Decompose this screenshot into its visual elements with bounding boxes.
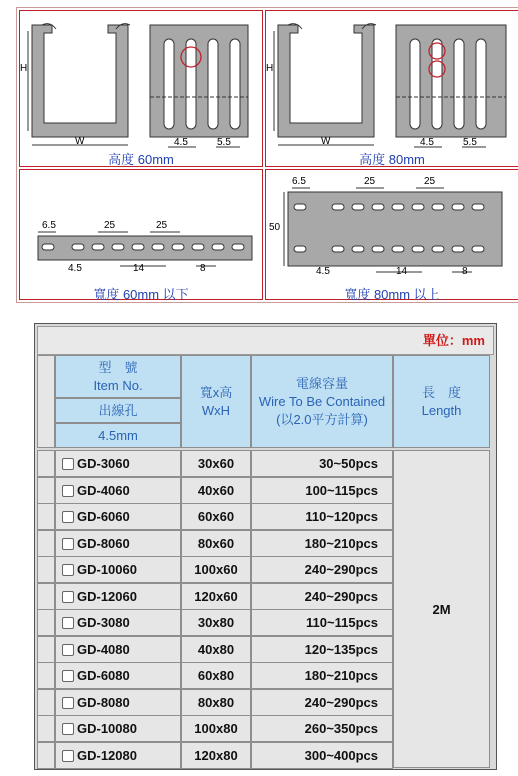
dim-b-label: 25 xyxy=(104,220,116,231)
row-lead-cell xyxy=(37,689,55,716)
dim-h-label: H xyxy=(20,63,28,74)
dim-c-label: 25 xyxy=(424,176,436,187)
row-lead-cell xyxy=(37,636,55,663)
dim-a-label: 6.5 xyxy=(292,176,306,187)
header-length-cn: 長 度 xyxy=(421,384,461,400)
dim-f-label: 14 xyxy=(396,266,408,277)
row-checkbox[interactable] xyxy=(62,697,74,709)
table-row-size: 80x80 xyxy=(181,689,251,716)
table-row-model xyxy=(55,556,181,583)
row-checkbox[interactable] xyxy=(62,644,74,656)
row-lead-cell xyxy=(37,556,55,583)
diagram-grid xyxy=(16,7,518,303)
row-checkbox[interactable] xyxy=(62,485,74,497)
header-outlet-value: 4.5mm xyxy=(55,423,181,448)
diagram-caption: 寬度 80mm 以上 xyxy=(344,287,440,302)
table-row-size: 30x80 xyxy=(181,609,251,636)
dim-f-label: 8 xyxy=(200,263,206,274)
table-row-wire: 180~210pcs xyxy=(251,530,393,557)
dim-pitch-label: 5.5 xyxy=(463,137,477,148)
row-lead-cell xyxy=(37,450,55,477)
header-model-cn: 型 號 xyxy=(98,359,138,375)
header-size xyxy=(181,355,251,448)
diagram-caption: 高度 60mm xyxy=(108,152,174,167)
row-checkbox[interactable] xyxy=(62,750,74,762)
table-row-wire: 30~50pcs xyxy=(251,450,393,477)
header-wire-cn: 電線容量 xyxy=(295,375,348,391)
table-row-size: 80x60 xyxy=(181,530,251,557)
table-row-wire: 260~350pcs xyxy=(251,715,393,742)
diagram-height-80 xyxy=(265,10,518,167)
header-lead-cell xyxy=(37,355,55,448)
model-number: GD-12060 xyxy=(77,589,137,604)
model-number: GD-6080 xyxy=(77,668,130,683)
table-row-model xyxy=(55,450,181,477)
table-row-model xyxy=(55,715,181,742)
row-lead-cell xyxy=(37,742,55,769)
diagram-caption: 高度 80mm xyxy=(359,152,425,167)
dim-d-label: 50 xyxy=(269,222,281,233)
table-row-model xyxy=(55,503,181,530)
model-number: GD-3080 xyxy=(77,615,130,630)
dim-hole-label: 4.5 xyxy=(420,137,434,148)
table-row-model xyxy=(55,530,181,557)
row-checkbox[interactable] xyxy=(62,617,74,629)
table-row-model xyxy=(55,583,181,610)
row-lead-cell xyxy=(37,503,55,530)
dim-e-label: 14 xyxy=(133,263,145,274)
dim-hole-label: 4.5 xyxy=(174,137,188,148)
model-number: GD-6060 xyxy=(77,509,130,524)
table-row-wire: 300~400pcs xyxy=(251,742,393,769)
header-wire-note: (以2.0平方計算) xyxy=(276,411,368,427)
diagram-width-80-above xyxy=(265,169,518,300)
table-row-model xyxy=(55,477,181,504)
model-number: GD-12080 xyxy=(77,748,137,763)
model-number: GD-8060 xyxy=(77,536,130,551)
model-number: GD-4060 xyxy=(77,483,130,498)
dim-e-label: 4.5 xyxy=(316,266,330,277)
dim-w-label: W xyxy=(321,136,331,147)
dim-b-label: 25 xyxy=(364,176,376,187)
diagram-height-60 xyxy=(19,10,263,167)
table-row-size: 120x60 xyxy=(181,583,251,610)
table-row-size: 60x80 xyxy=(181,662,251,689)
spec-table xyxy=(34,323,497,770)
row-lead-cell xyxy=(37,609,55,636)
row-checkbox[interactable] xyxy=(62,458,74,470)
model-number: GD-10060 xyxy=(77,562,137,577)
table-row-wire: 240~290pcs xyxy=(251,556,393,583)
side-plate-80-drawing xyxy=(266,170,518,301)
dim-pitch-label: 5.5 xyxy=(217,137,231,148)
duct-cross-section-80-drawing xyxy=(266,11,518,168)
model-number: GD-8080 xyxy=(77,695,130,710)
model-number: GD-3060 xyxy=(77,456,130,471)
table-row-wire: 110~120pcs xyxy=(251,503,393,530)
diagram-caption: 寬度 60mm 以下 xyxy=(93,287,189,302)
model-number: GD-10080 xyxy=(77,721,137,736)
dim-w-label: W xyxy=(75,136,85,147)
table-row-wire: 120~135pcs xyxy=(251,636,393,663)
header-size-en: WxH xyxy=(201,402,231,418)
header-outlet-label: 出線孔 xyxy=(55,398,181,423)
dim-c-label: 25 xyxy=(156,220,168,231)
row-lead-cell xyxy=(37,530,55,557)
header-length-en: Length xyxy=(421,402,462,418)
table-row-wire: 240~290pcs xyxy=(251,689,393,716)
model-number: GD-4080 xyxy=(77,642,130,657)
table-row-size: 60x60 xyxy=(181,503,251,530)
header-wire-en: Wire To Be Contained xyxy=(258,393,386,409)
table-row-size: 100x60 xyxy=(181,556,251,583)
row-checkbox[interactable] xyxy=(62,723,74,735)
table-row-size: 40x80 xyxy=(181,636,251,663)
table-row-wire: 100~115pcs xyxy=(251,477,393,504)
table-row-size: 40x60 xyxy=(181,477,251,504)
row-checkbox[interactable] xyxy=(62,538,74,550)
table-row-model xyxy=(55,609,181,636)
table-row-size: 100x80 xyxy=(181,715,251,742)
row-checkbox[interactable] xyxy=(62,670,74,682)
row-lead-cell xyxy=(37,715,55,742)
diagram-width-60-below xyxy=(19,169,263,300)
row-checkbox[interactable] xyxy=(62,591,74,603)
row-lead-cell xyxy=(37,583,55,610)
table-row-wire: 240~290pcs xyxy=(251,583,393,610)
row-lead-cell xyxy=(37,662,55,689)
side-plate-60-drawing xyxy=(20,170,264,301)
dim-g-label: 8 xyxy=(462,266,468,277)
header-size-cn: 寬x高 xyxy=(199,384,233,400)
table-row-model xyxy=(55,689,181,716)
table-row-wire: 110~115pcs xyxy=(251,609,393,636)
table-row-size: 120x80 xyxy=(181,742,251,769)
table-row-model xyxy=(55,662,181,689)
table-row-size: 30x60 xyxy=(181,450,251,477)
dim-d-label: 4.5 xyxy=(68,263,82,274)
row-checkbox[interactable] xyxy=(62,511,74,523)
header-wire xyxy=(251,355,393,448)
header-length xyxy=(393,355,490,448)
dim-a-label: 6.5 xyxy=(42,220,56,231)
row-lead-cell xyxy=(37,477,55,504)
table-row-wire: 180~210pcs xyxy=(251,662,393,689)
table-row-model xyxy=(55,742,181,769)
length-value: 2M xyxy=(393,450,490,768)
row-checkbox[interactable] xyxy=(62,564,74,576)
unit-label: 單位：mm xyxy=(37,326,494,355)
dim-h-label: H xyxy=(266,63,274,74)
header-model-en: Item No. xyxy=(93,377,143,393)
table-row-model xyxy=(55,636,181,663)
header-model xyxy=(55,355,181,398)
